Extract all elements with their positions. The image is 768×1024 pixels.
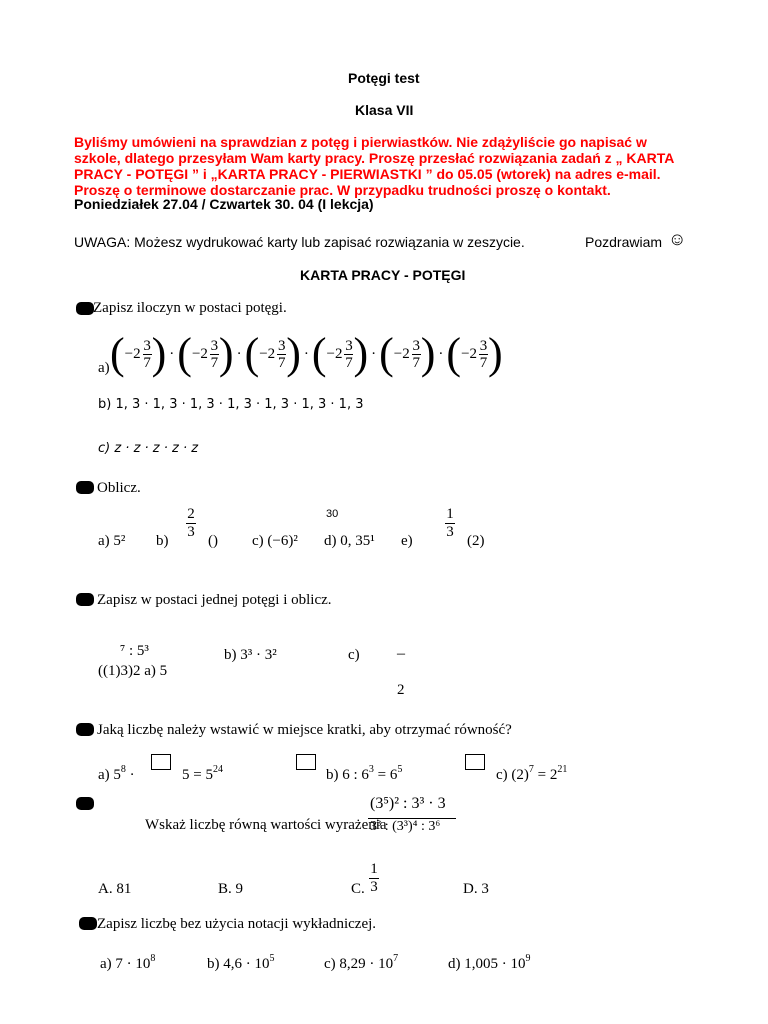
bullet-icon (76, 797, 94, 810)
fraction-denominator: 3 (370, 879, 378, 895)
task5-option-c-label: C. (351, 881, 365, 897)
fraction-denominator: 7 (143, 354, 151, 371)
fraction-numerator: 3 (479, 337, 488, 354)
task4-c-rhs: = 2 (533, 767, 558, 783)
mixed-number-term (311, 329, 369, 378)
bullet-icon (76, 593, 94, 606)
fraction (412, 339, 421, 370)
fraction-numerator: 3 (345, 337, 353, 354)
fraction (210, 339, 219, 370)
task6-a (100, 953, 156, 973)
left-paren: ( (110, 329, 125, 378)
whole-part: −2 (191, 345, 208, 362)
fraction-numerator: 1 (370, 861, 378, 877)
right-paren: ) (286, 329, 301, 378)
right-paren: ) (353, 329, 369, 378)
fraction-denominator: 7 (277, 354, 286, 371)
fraction-denominator: 3 (446, 524, 454, 540)
task4-a-rhs-exponent: 24 (212, 764, 223, 775)
task4-c-lhs: c) (2) (496, 767, 529, 783)
right-paren: ) (151, 329, 167, 378)
task5-expression-denominator: 3³ : (3³)⁴ : 3⁶ (370, 819, 441, 834)
task6-c (324, 953, 399, 973)
task6-b-exponent: 5 (269, 953, 275, 964)
bullet-icon (79, 917, 97, 930)
task2-e-tail: (2) (467, 533, 485, 549)
task1-a-product (110, 331, 503, 377)
notice-text: Byliśmy umówieni na sprawdzian z potęg i pierwiastków. Nie zdążyliście go napisać w szkole, dlatego przesyłam Wam karty pracy. Proszę przesłać rozwiązania zadań z „ KARTA PRACY - POTĘGI ” i „KARTA PRACY - PIERWIASTKI ” do 05.05 (wtorek) na adres e-mail. Proszę o terminowe dostarczanie prac. W przypadku trudności proszę o kontakt. (74, 134, 674, 198)
task4-a-rhs: 5 = 5 (182, 767, 213, 783)
task2-c: c) (−6)² (252, 533, 298, 549)
whole-part: −2 (326, 345, 343, 362)
whole-part: −2 (124, 345, 141, 362)
task5-prompt: Wskaż liczbę równą wartości wyrażenia (145, 817, 387, 833)
task6-c-base: c) 8,29 · 10 (324, 956, 394, 972)
whole-part: −2 (393, 345, 410, 362)
task3-c-dash: – (397, 645, 405, 662)
class-label: Klasa VII (355, 102, 414, 118)
fraction (479, 339, 488, 370)
task6-b (207, 953, 275, 973)
task6-d-exponent: 9 (525, 953, 531, 964)
left-paren: ( (446, 329, 462, 378)
task1-c: c) z · z · z · z · z (98, 441, 199, 456)
fraction-denominator: 7 (345, 354, 353, 371)
task2-e-label: e) (401, 533, 413, 549)
fraction-numerator: 3 (210, 337, 219, 354)
task1-a-label: a) (98, 360, 110, 376)
greeting-text: Pozdrawiam (585, 234, 663, 250)
left-paren: ( (244, 329, 260, 378)
task3-a-bottom: ((1)3)2 a) 5 (98, 663, 168, 679)
mixed-number-term (177, 329, 234, 378)
task4-b-lhs: b) 6 : 6 (326, 767, 369, 783)
task1-prompt: Zapisz iloczyn w postaci potęgi. (93, 300, 287, 316)
right-paren: ) (420, 329, 436, 378)
task2-b-tail: () (208, 533, 218, 549)
task2-b-fraction (186, 507, 196, 540)
task6-prompt: Zapisz liczbę bez użycia notacji wykładniczej. (97, 916, 377, 932)
fraction-denominator: 3 (187, 524, 195, 540)
fraction-denominator: 7 (479, 354, 488, 371)
task2-d-superscript: 30 (326, 508, 339, 520)
mixed-number-term (110, 329, 167, 378)
task3-a-top: ⁷ : 5³ (120, 643, 149, 659)
fraction-numerator: 3 (277, 337, 286, 354)
lesson-days: Poniedziałek 27.04 / Czwartek 30. 04 (I lekcja) (74, 196, 374, 212)
bullet-icon (76, 481, 94, 494)
task5-option-a: A. 81 (98, 881, 132, 897)
multiply-dot: · (303, 345, 309, 362)
fraction (143, 339, 152, 370)
task5-option-d: D. 3 (463, 881, 489, 897)
fraction-denominator: 7 (412, 354, 420, 371)
task1-b: b) 1, 3 · 1, 3 · 1, 3 · 1, 3 · 1, 3 · 1, 3 · 1, 3 (98, 397, 364, 412)
fraction (344, 339, 353, 370)
task6-a-base: a) 7 · 10 (100, 956, 151, 972)
task6-c-exponent: 7 (393, 953, 399, 964)
left-paren: ( (311, 329, 327, 378)
answer-box[interactable] (151, 754, 171, 770)
fraction-denominator: 7 (210, 354, 219, 371)
left-paren: ( (177, 329, 192, 378)
task4-a-result (182, 764, 223, 784)
left-paren: ( (379, 329, 394, 378)
task4-a-base: a) 5 (98, 767, 121, 783)
mixed-number-term (244, 329, 301, 378)
task2-e-fraction (445, 507, 455, 540)
fraction-numerator: 3 (412, 337, 420, 354)
task4-c-rhs-exponent: 21 (557, 764, 568, 775)
task6-d (448, 953, 531, 973)
bullet-icon (76, 723, 94, 736)
multiply-dot: · (371, 345, 377, 362)
mixed-number-term (446, 329, 503, 378)
task4-b-rhs: = 6 (373, 767, 398, 783)
fraction-numerator: 2 (187, 506, 195, 522)
task2-a: a) 5² (98, 533, 126, 549)
task6-b-base: b) 4,6 · 10 (207, 956, 270, 972)
right-paren: ) (218, 329, 234, 378)
whole-part: −2 (461, 345, 478, 362)
fraction-numerator: 3 (143, 337, 151, 354)
answer-box[interactable] (296, 754, 316, 770)
mixed-number-term (379, 329, 436, 378)
task4-prompt: Jaką liczbę należy wstawić w miejsce kratki, aby otrzymać równość? (97, 722, 512, 738)
doc-title: Potęgi test (348, 70, 420, 86)
answer-box[interactable] (465, 754, 485, 770)
task4-a (98, 764, 135, 784)
task6-a-exponent: 8 (150, 953, 156, 964)
task5-option-b: B. 9 (218, 881, 244, 897)
task4-a-dot: · (129, 767, 135, 783)
task3-prompt: Zapisz w postaci jednej potęgi i oblicz. (97, 592, 332, 608)
fraction (277, 339, 286, 370)
task2-prompt: Oblicz. (97, 480, 141, 496)
task2-d: d) 0, 35¹ (324, 533, 375, 549)
task5-option-c-fraction (369, 862, 379, 895)
task3-c: c) (348, 647, 360, 663)
multiply-dot: · (169, 345, 175, 362)
task5-expression-numerator: (3⁵)² : 3³ · 3 (370, 795, 446, 812)
fraction-numerator: 1 (446, 506, 454, 522)
smiley-icon: ☺ (668, 229, 687, 249)
task4-b (326, 764, 403, 784)
task6-d-base: d) 1,005 · 10 (448, 956, 526, 972)
task3-b: b) 3³ · 3² (224, 647, 277, 663)
card-title: KARTA PRACY - POTĘGI (300, 267, 466, 283)
multiply-dot: · (438, 345, 444, 362)
task4-c (496, 764, 568, 784)
task4-a-exponent: 8 (120, 764, 126, 775)
bullet-icon (76, 302, 94, 315)
warning-text: UWAGA: Możesz wydrukować karty lub zapisać rozwiązania w zeszycie. (74, 234, 525, 250)
task3-c-denominator: 2 (397, 682, 405, 698)
task4-c-exponent: 7 (528, 764, 534, 775)
right-paren: ) (488, 329, 503, 378)
multiply-dot: · (236, 345, 242, 362)
task4-b-rhs-exponent: 5 (397, 764, 403, 775)
task2-b-label: b) (156, 533, 169, 549)
task4-b-exponent: 3 (368, 764, 374, 775)
whole-part: −2 (259, 345, 276, 362)
